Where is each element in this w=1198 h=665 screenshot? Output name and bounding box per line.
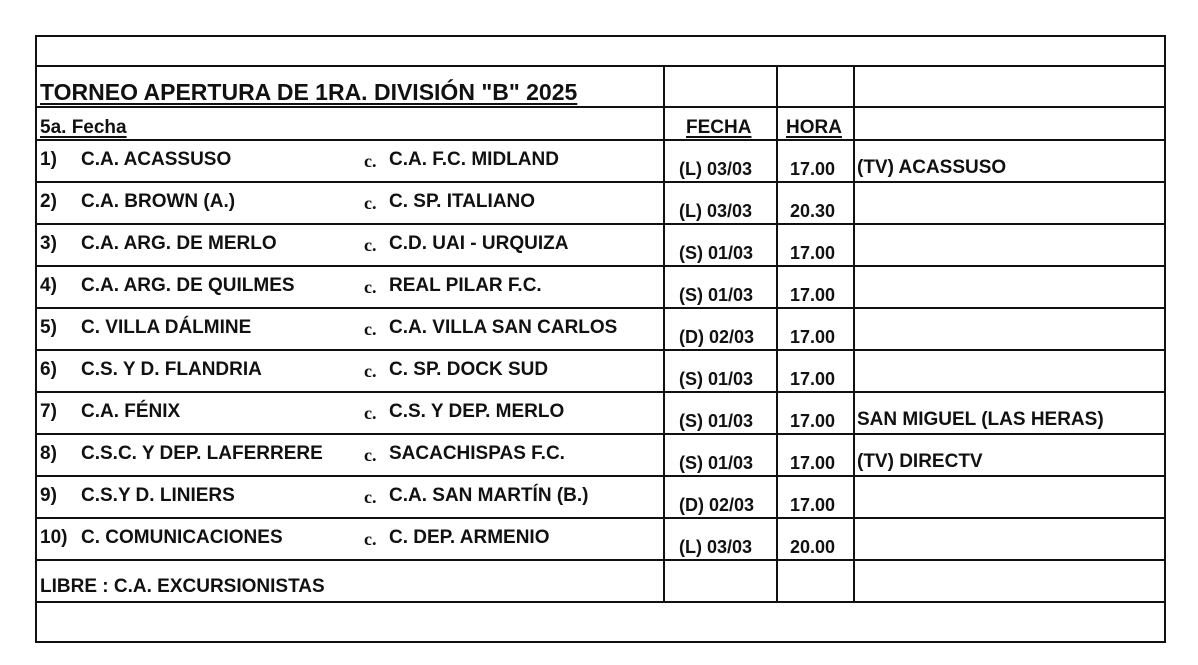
match-number: 1) xyxy=(40,149,57,170)
grid-line xyxy=(853,66,855,602)
grid-line xyxy=(35,641,1166,643)
match-number: 5) xyxy=(40,317,57,338)
versus-label: c. xyxy=(364,361,377,381)
grid-line xyxy=(35,65,1166,67)
grid-line xyxy=(35,307,1166,309)
grid-line xyxy=(35,139,1166,141)
match-number: 6) xyxy=(40,359,57,380)
match-date: (L) 03/03 xyxy=(679,201,753,221)
grid-line xyxy=(663,66,665,602)
bye-team-label: LIBRE : C.A. EXCURSIONISTAS xyxy=(40,576,325,597)
match-date: (D) 02/03 xyxy=(679,495,755,515)
grid-line xyxy=(35,517,1166,519)
away-team: SACACHISPAS F.C. xyxy=(389,443,565,464)
home-team: C.A. FÉNIX xyxy=(81,401,181,422)
match-note: SAN MIGUEL (LAS HERAS) xyxy=(857,409,1104,430)
versus-label: c. xyxy=(364,319,377,339)
match-time: 20.30 xyxy=(790,201,836,221)
match-time: 17.00 xyxy=(790,285,836,305)
away-team: C.A. SAN MARTÍN (B.) xyxy=(389,485,589,506)
match-time: 17.00 xyxy=(790,159,836,179)
match-time: 17.00 xyxy=(790,327,836,347)
match-number: 2) xyxy=(40,191,57,212)
grid-line xyxy=(35,181,1166,183)
match-date: (S) 01/03 xyxy=(679,285,754,305)
home-team: C. COMUNICACIONES xyxy=(81,527,283,548)
grid-line xyxy=(35,265,1166,267)
versus-label: c. xyxy=(364,529,377,549)
versus-label: c. xyxy=(364,235,377,255)
away-team: C. SP. ITALIANO xyxy=(389,191,536,212)
home-team: C.S. Y D. FLANDRIA xyxy=(81,359,262,380)
away-team: C.A. F.C. MIDLAND xyxy=(389,149,559,170)
date-column-header: FECHA xyxy=(686,117,752,138)
versus-label: c. xyxy=(364,445,377,465)
match-number: 3) xyxy=(40,233,57,254)
away-team: C. SP. DOCK SUD xyxy=(389,359,549,380)
versus-label: c. xyxy=(364,277,377,297)
match-number: 8) xyxy=(40,443,57,464)
grid-line xyxy=(35,475,1166,477)
grid-line xyxy=(35,106,1166,108)
match-number: 10) xyxy=(40,527,68,548)
away-team: C. DEP. ARMENIO xyxy=(389,527,550,548)
away-team: REAL PILAR F.C. xyxy=(389,275,542,296)
match-date: (S) 01/03 xyxy=(679,369,754,389)
grid-line xyxy=(35,391,1166,393)
match-note: (TV) ACASSUSO xyxy=(857,157,1007,178)
match-number: 9) xyxy=(40,485,57,506)
grid-line xyxy=(35,223,1166,225)
tournament-title: TORNEO APERTURA DE 1RA. DIVISIÓN "B" 2025 xyxy=(40,79,578,105)
match-date: (D) 02/03 xyxy=(679,327,755,347)
fixture-sheet xyxy=(35,35,1166,643)
away-team: C.A. VILLA SAN CARLOS xyxy=(389,317,618,338)
time-column-header: HORA xyxy=(786,117,842,138)
match-date: (S) 01/03 xyxy=(679,243,754,263)
match-date: (L) 03/03 xyxy=(679,159,753,179)
away-team: C.S. Y DEP. MERLO xyxy=(389,401,565,422)
versus-label: c. xyxy=(364,403,377,423)
match-number: 4) xyxy=(40,275,57,296)
match-time: 17.00 xyxy=(790,495,836,515)
versus-label: c. xyxy=(364,487,377,507)
match-time: 17.00 xyxy=(790,411,836,431)
match-time: 20.00 xyxy=(790,537,836,557)
home-team: C. VILLA DÁLMINE xyxy=(81,317,252,338)
versus-label: c. xyxy=(364,151,377,171)
versus-label: c. xyxy=(364,193,377,213)
grid-line xyxy=(35,559,1166,561)
grid-line xyxy=(1164,35,1166,643)
round-label: 5a. Fecha xyxy=(40,117,127,138)
home-team: C.A. ACASSUSO xyxy=(81,149,232,170)
grid-line xyxy=(35,349,1166,351)
match-time: 17.00 xyxy=(790,369,836,389)
grid-line xyxy=(35,601,1166,603)
match-time: 17.00 xyxy=(790,243,836,263)
grid-line xyxy=(776,66,778,602)
match-time: 17.00 xyxy=(790,453,836,473)
match-note: (TV) DIRECTV xyxy=(857,451,983,472)
home-team: C.S.Y D. LINIERS xyxy=(81,485,235,506)
match-date: (S) 01/03 xyxy=(679,411,754,431)
match-date: (L) 03/03 xyxy=(679,537,753,557)
grid-line xyxy=(35,35,37,643)
home-team: C.A. ARG. DE MERLO xyxy=(81,233,277,254)
home-team: C.S.C. Y DEP. LAFERRERE xyxy=(81,443,323,464)
match-number: 7) xyxy=(40,401,57,422)
grid-line xyxy=(35,433,1166,435)
match-date: (S) 01/03 xyxy=(679,453,754,473)
home-team: C.A. BROWN (A.) xyxy=(81,191,236,212)
home-team: C.A. ARG. DE QUILMES xyxy=(81,275,295,296)
away-team: C.D. UAI - URQUIZA xyxy=(389,233,569,254)
grid-line xyxy=(35,35,1166,37)
